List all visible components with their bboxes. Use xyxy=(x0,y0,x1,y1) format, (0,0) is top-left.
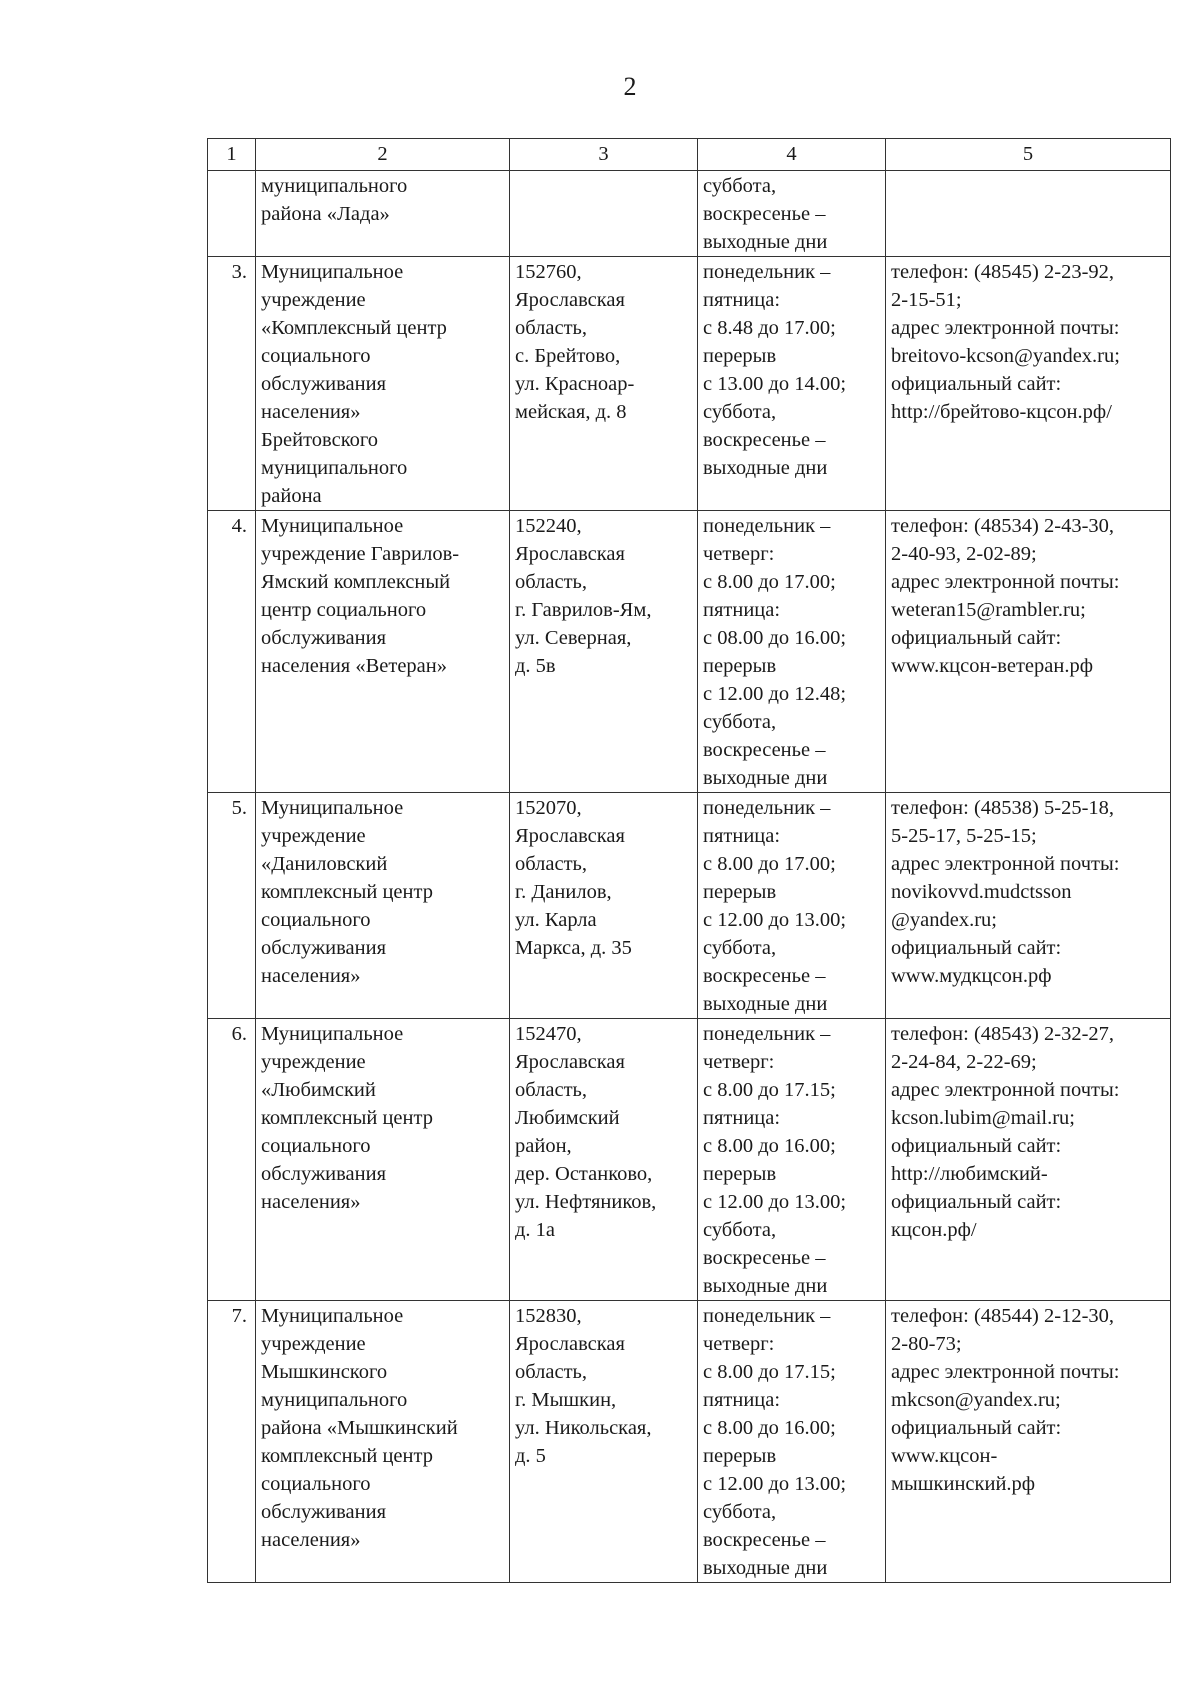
cell-text-line: социального xyxy=(261,909,371,931)
cell-text-line: центр социального xyxy=(261,599,427,621)
cell-text-line: «Комплексный центр xyxy=(261,317,447,339)
address-cell xyxy=(510,1301,698,1583)
table-row xyxy=(208,1301,1171,1583)
cell-text-line: понедельник – xyxy=(703,1305,831,1327)
address-cell xyxy=(510,171,698,257)
institution-name-cell xyxy=(256,1019,510,1301)
contacts-cell xyxy=(886,793,1171,1019)
schedule-cell xyxy=(698,171,886,257)
cell-text-line: с 12.00 до 13.00; xyxy=(703,1191,847,1213)
cell-text-line: пятница: xyxy=(703,1107,781,1129)
institution-name-cell xyxy=(256,257,510,511)
cell-text-line: novikovvd.mudctsson xyxy=(891,881,1072,903)
cell-text-line: г. Данилов, xyxy=(515,881,612,903)
cell-text-line: населения» xyxy=(261,965,361,987)
cell-text-line: адрес электронной почты: xyxy=(891,571,1120,593)
institution-name-cell xyxy=(256,171,510,257)
cell-text-line: Ярославская xyxy=(515,289,625,311)
cell-text-line: официальный сайт: xyxy=(891,937,1062,959)
contacts-cell xyxy=(886,511,1171,793)
cell-text-line: района «Мышкинский xyxy=(261,1417,458,1439)
cell-text-line: с 8.00 до 17.00; xyxy=(703,571,836,593)
cell-text-line: http://брейтово-кцсон.рф/ xyxy=(891,401,1112,423)
cell-text-line: Брейтовского xyxy=(261,429,379,451)
cell-text-line: мейская, д. 8 xyxy=(515,401,627,423)
column-number-row xyxy=(208,139,1171,171)
column-number-2: 2 xyxy=(256,139,510,171)
column-number-1: 1 xyxy=(208,139,256,171)
cell-text-line: www.кцсон- xyxy=(891,1445,998,1467)
cell-text-line: Ярославская xyxy=(515,543,625,565)
cell-text-line: муниципального xyxy=(261,1389,408,1411)
cell-text-line: область, xyxy=(515,1361,588,1383)
cell-text-line: breitovo-kcson@yandex.ru; xyxy=(891,345,1120,367)
cell-text-line: Муниципальное xyxy=(261,515,404,537)
schedule-cell xyxy=(698,511,886,793)
cell-text-line: 2-15-51; xyxy=(891,289,962,311)
table-row xyxy=(208,1019,1171,1301)
cell-text-line: область, xyxy=(515,317,588,339)
address-cell xyxy=(510,257,698,511)
cell-text-line: выходные дни xyxy=(703,993,828,1015)
cell-text-line: 152070, xyxy=(515,797,582,819)
cell-text-line: суббота, xyxy=(703,937,777,959)
cell-text-line: обслуживания xyxy=(261,1163,387,1185)
cell-text-line: г. Гаврилов-Ям, xyxy=(515,599,652,621)
cell-text-line: комплексный центр xyxy=(261,1107,433,1129)
cell-text-line: Муниципальное xyxy=(261,797,404,819)
cell-text-line: с 8.00 до 17.15; xyxy=(703,1361,836,1383)
cell-text-line: суббота, xyxy=(703,1501,777,1523)
cell-text-line: выходные дни xyxy=(703,1557,828,1579)
cell-text-line: «Любимский xyxy=(261,1079,376,1101)
cell-text-line: мышкинский.рф xyxy=(891,1473,1036,1495)
schedule-cell xyxy=(698,1019,886,1301)
cell-text-line: выходные дни xyxy=(703,457,828,479)
cell-text-line: пятница: xyxy=(703,289,781,311)
cell-text-line: выходные дни xyxy=(703,1275,828,1297)
cell-text-line: воскресенье – xyxy=(703,965,826,987)
cell-text-line: социального xyxy=(261,1135,371,1157)
cell-text-line: Муниципальное xyxy=(261,1023,404,1045)
cell-text-line: д. 5 xyxy=(515,1445,546,1467)
cell-text-line: социального xyxy=(261,1473,371,1495)
cell-text-line: телефон: (48545) 2-23-92, xyxy=(891,261,1115,283)
cell-text-line: с. Брейтово, xyxy=(515,345,621,367)
cell-text-line: учреждение xyxy=(261,289,366,311)
cell-text-line: воскресенье – xyxy=(703,429,826,451)
cell-text-line: с 8.00 до 16.00; xyxy=(703,1135,836,1157)
cell-text-line: населения» xyxy=(261,1191,361,1213)
cell-text-line: «Даниловский xyxy=(261,853,388,875)
cell-text-line: Мышкинского xyxy=(261,1361,388,1383)
cell-text-line: дер. Останково, xyxy=(515,1163,653,1185)
cell-text-line: перерыв xyxy=(703,655,777,677)
cell-text-line: с 8.00 до 17.15; xyxy=(703,1079,836,1101)
cell-text-line: Любимский xyxy=(515,1107,620,1129)
cell-text-line: перерыв xyxy=(703,1163,777,1185)
institution-name-cell xyxy=(256,1301,510,1583)
table-row xyxy=(208,793,1171,1019)
cell-text-line: 2-24-84, 2-22-69; xyxy=(891,1051,1037,1073)
cell-text-line: 152830, xyxy=(515,1305,582,1327)
cell-text-line: с 13.00 до 14.00; xyxy=(703,373,847,395)
cell-text-line: с 8.48 до 17.00; xyxy=(703,317,836,339)
cell-text-line: Ярославская xyxy=(515,1051,625,1073)
cell-text-line: ул. Северная, xyxy=(515,627,632,649)
cell-text-line: пятница: xyxy=(703,1389,781,1411)
row-number-cell: 3. xyxy=(208,257,256,511)
cell-text-line: с 08.00 до 16.00; xyxy=(703,627,847,649)
cell-text-line: mkcson@yandex.ru; xyxy=(891,1389,1061,1411)
cell-text-line: населения» xyxy=(261,401,361,423)
cell-text-line: комплексный центр xyxy=(261,1445,433,1467)
cell-text-line: обслуживания xyxy=(261,373,387,395)
cell-text-line: ул. Никольская, xyxy=(515,1417,652,1439)
cell-text-line: суббота, xyxy=(703,175,777,197)
cell-text-line: 152760, xyxy=(515,261,582,283)
cell-text-line: обслуживания xyxy=(261,627,387,649)
row-number-cell: 7. xyxy=(208,1301,256,1583)
cell-text-line: района «Лада» xyxy=(261,203,390,225)
column-number-3: 3 xyxy=(510,139,698,171)
cell-text-line: 2-40-93, 2-02-89; xyxy=(891,543,1037,565)
cell-text-line: перерыв xyxy=(703,1445,777,1467)
cell-text-line: д. 5в xyxy=(515,655,556,677)
cell-text-line: www.мудкцсон.рф xyxy=(891,965,1052,987)
cell-text-line: суббота, xyxy=(703,1219,777,1241)
cell-text-line: муниципального xyxy=(261,457,408,479)
table-row xyxy=(208,257,1171,511)
cell-text-line: воскресенье – xyxy=(703,739,826,761)
cell-text-line: адрес электронной почты: xyxy=(891,317,1120,339)
cell-text-line: ул. Карла xyxy=(515,909,597,931)
cell-text-line: http://любимский- xyxy=(891,1163,1048,1185)
cell-text-line: пятница: xyxy=(703,825,781,847)
cell-text-line: социального xyxy=(261,345,371,367)
cell-text-line: учреждение xyxy=(261,825,366,847)
cell-text-line: с 12.00 до 13.00; xyxy=(703,1473,847,1495)
address-cell xyxy=(510,793,698,1019)
cell-text-line: четверг: xyxy=(703,1051,775,1073)
column-number-5: 5 xyxy=(886,139,1171,171)
cell-text-line: weteran15@rambler.ru; xyxy=(891,599,1086,621)
cell-text-line: официальный сайт: xyxy=(891,373,1062,395)
cell-text-line: Ямский комплексный xyxy=(261,571,451,593)
cell-text-line: телефон: (48544) 2-12-30, xyxy=(891,1305,1115,1327)
cell-text-line: ул. Нефтяников, xyxy=(515,1191,657,1213)
contacts-cell xyxy=(886,1019,1171,1301)
cell-text-line: г. Мышкин, xyxy=(515,1389,617,1411)
cell-text-line: муниципального xyxy=(261,175,408,197)
table-row-continuation xyxy=(208,171,1171,257)
institution-name-cell xyxy=(256,793,510,1019)
cell-text-line: населения» xyxy=(261,1529,361,1551)
cell-text-line: четверг: xyxy=(703,543,775,565)
cell-text-line: с 12.00 до 13.00; xyxy=(703,909,847,931)
cell-text-line: района xyxy=(261,485,322,507)
cell-text-line: область, xyxy=(515,1079,588,1101)
cell-text-line: 5-25-17, 5-25-15; xyxy=(891,825,1037,847)
cell-text-line: кцсон.рф/ xyxy=(891,1219,977,1241)
cell-text-line: перерыв xyxy=(703,345,777,367)
cell-text-line: воскресенье – xyxy=(703,203,826,225)
address-cell xyxy=(510,1019,698,1301)
cell-text-line: 152470, xyxy=(515,1023,582,1045)
cell-text-line: Муниципальное xyxy=(261,261,404,283)
cell-text-line: обслуживания xyxy=(261,937,387,959)
cell-text-line: комплексный центр xyxy=(261,881,433,903)
cell-text-line: адрес электронной почты: xyxy=(891,1079,1120,1101)
cell-text-line: @yandex.ru; xyxy=(891,909,997,931)
cell-text-line: телефон: (48534) 2-43-30, xyxy=(891,515,1115,537)
cell-text-line: kcson.lubim@mail.ru; xyxy=(891,1107,1075,1129)
schedule-cell xyxy=(698,793,886,1019)
cell-text-line: официальный сайт: xyxy=(891,1135,1062,1157)
cell-text-line: адрес электронной почты: xyxy=(891,1361,1120,1383)
institution-name-cell xyxy=(256,511,510,793)
institutions-table xyxy=(207,138,1171,1583)
cell-text-line: www.кцсон-ветеран.рф xyxy=(891,655,1093,677)
cell-text-line: район, xyxy=(515,1135,572,1157)
cell-text-line: телефон: (48543) 2-32-27, xyxy=(891,1023,1115,1045)
cell-text-line: перерыв xyxy=(703,881,777,903)
schedule-cell xyxy=(698,257,886,511)
cell-text-line: Ярославская xyxy=(515,825,625,847)
cell-text-line: с 8.00 до 17.00; xyxy=(703,853,836,875)
cell-text-line: область, xyxy=(515,853,588,875)
cell-text-line: учреждение xyxy=(261,1333,366,1355)
row-number-cell: 4. xyxy=(208,511,256,793)
contacts-cell xyxy=(886,1301,1171,1583)
cell-text-line: официальный сайт: xyxy=(891,627,1062,649)
row-number-cell: 5. xyxy=(208,793,256,1019)
cell-text-line: воскресенье – xyxy=(703,1247,826,1269)
cell-text-line: Муниципальное xyxy=(261,1305,404,1327)
cell-text-line: 2-80-73; xyxy=(891,1333,962,1355)
table-row xyxy=(208,511,1171,793)
cell-text-line: адрес электронной почты: xyxy=(891,853,1120,875)
cell-text-line: учреждение xyxy=(261,1051,366,1073)
row-number-cell: 6. xyxy=(208,1019,256,1301)
cell-text-line: четверг: xyxy=(703,1333,775,1355)
cell-text-line: понедельник – xyxy=(703,261,831,283)
cell-text-line: воскресенье – xyxy=(703,1529,826,1551)
cell-text-line: д. 1а xyxy=(515,1219,556,1241)
cell-text-line: выходные дни xyxy=(703,231,828,253)
cell-text-line: официальный сайт: xyxy=(891,1417,1062,1439)
contacts-cell xyxy=(886,171,1171,257)
cell-text-line: понедельник – xyxy=(703,515,831,537)
cell-text-line: телефон: (48538) 5-25-18, xyxy=(891,797,1115,819)
cell-text-line: понедельник – xyxy=(703,797,831,819)
cell-text-line: с 12.00 до 12.48; xyxy=(703,683,847,705)
cell-text-line: 152240, xyxy=(515,515,582,537)
cell-text-line: понедельник – xyxy=(703,1023,831,1045)
cell-text-line: Маркса, д. 35 xyxy=(515,937,632,959)
row-number-cell xyxy=(208,171,256,257)
cell-text-line: с 8.00 до 16.00; xyxy=(703,1417,836,1439)
cell-text-line: официальный сайт: xyxy=(891,1191,1062,1213)
cell-text-line: ул. Красноар- xyxy=(515,373,635,395)
cell-text-line: пятница: xyxy=(703,599,781,621)
cell-text-line: населения «Ветеран» xyxy=(261,655,447,677)
cell-text-line: область, xyxy=(515,571,588,593)
contacts-cell xyxy=(886,257,1171,511)
cell-text-line: обслуживания xyxy=(261,1501,387,1523)
schedule-cell xyxy=(698,1301,886,1583)
cell-text-line: выходные дни xyxy=(703,767,828,789)
cell-text-line: Ярославская xyxy=(515,1333,625,1355)
column-number-4: 4 xyxy=(698,139,886,171)
page-number: 2 xyxy=(623,72,637,101)
cell-text-line: учреждение Гаврилов- xyxy=(261,543,460,565)
cell-text-line: суббота, xyxy=(703,711,777,733)
cell-text-line: суббота, xyxy=(703,401,777,423)
address-cell xyxy=(510,511,698,793)
